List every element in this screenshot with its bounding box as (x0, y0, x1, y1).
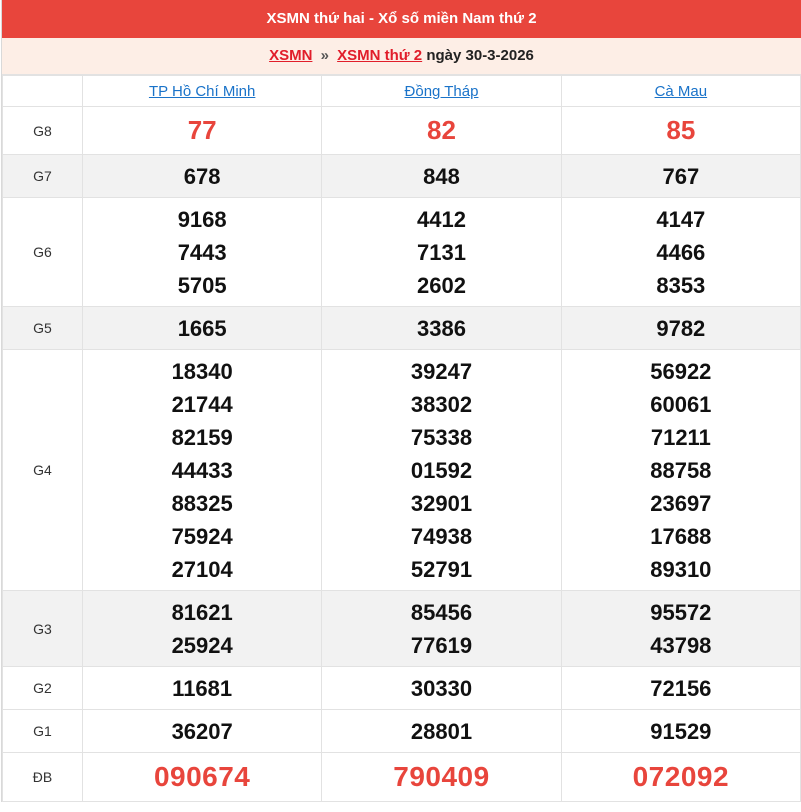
prize-cell (322, 198, 561, 307)
prize-cell (83, 753, 322, 802)
prize-number: 7131 (417, 239, 466, 265)
province-link-0[interactable]: TP Hồ Chí Minh (148, 82, 256, 100)
province-link-1[interactable]: Đồng Tháp (404, 82, 479, 100)
prize-number: 95572 (650, 599, 712, 625)
prize-number: 75338 (410, 424, 473, 450)
prize-label: G3 (3, 591, 83, 667)
province-header-row (3, 76, 801, 107)
page-title: XSMN thứ hai - Xổ số miền Nam thứ 2 (2, 0, 801, 38)
prize-cell (83, 155, 322, 198)
prize-number: 678 (183, 163, 221, 189)
prize-number: 9782 (656, 315, 706, 341)
prize-number: 28801 (410, 718, 473, 744)
prize-number: 75924 (171, 523, 233, 549)
prize-number: 77619 (410, 632, 473, 658)
prize-cell (561, 753, 800, 802)
prize-row-g1 (3, 710, 801, 753)
prize-number: 4412 (417, 206, 466, 232)
prize-cell (561, 307, 800, 350)
prize-cell (322, 350, 561, 591)
prize-row-g7 (3, 155, 801, 198)
prize-label: G7 (3, 155, 83, 198)
prize-number: 5705 (177, 272, 227, 298)
special-prize-number: 072092 (632, 761, 730, 792)
prize-row-g3 (3, 591, 801, 667)
prize-number: 1665 (177, 315, 227, 341)
prize-number: 23697 (650, 490, 712, 516)
province-header (322, 76, 561, 107)
prize-number: 89310 (650, 556, 712, 582)
prize-number: 4147 (656, 206, 706, 232)
prize-label: G6 (3, 198, 83, 307)
prize-cell (83, 107, 322, 155)
prize-cell (561, 667, 800, 710)
prize-cell (561, 710, 800, 753)
prize-label: ĐB (3, 753, 83, 802)
province-header (561, 76, 800, 107)
prize-number: 77 (187, 115, 217, 145)
prize-cell (561, 107, 800, 155)
prize-row-g8 (3, 107, 801, 155)
prize-number: 21744 (171, 391, 233, 417)
prize-number: 71211 (650, 424, 711, 450)
prize-number: 30330 (410, 675, 473, 701)
province-header (83, 76, 322, 107)
prize-cell (322, 155, 561, 198)
prize-cell (561, 591, 800, 667)
prize-number: 72156 (650, 675, 712, 701)
prize-cell (322, 107, 561, 155)
prize-number: 82 (427, 115, 456, 145)
prize-number: 01592 (410, 457, 473, 483)
prize-number: 56922 (650, 358, 712, 384)
prize-cell (83, 350, 322, 591)
prize-label: G4 (3, 350, 83, 591)
prize-number: 38302 (410, 391, 473, 417)
prize-number: 9168 (177, 206, 227, 232)
prize-number: 52791 (410, 556, 473, 582)
prize-row-g2 (3, 667, 801, 710)
prize-number: 91529 (650, 718, 712, 744)
prize-cell (83, 667, 322, 710)
prize-number: 82159 (171, 424, 233, 450)
prize-number: 18340 (171, 358, 233, 384)
prize-row-g5 (3, 307, 801, 350)
prize-label: G1 (3, 710, 83, 753)
prize-cell (561, 155, 800, 198)
prize-number: 4466 (656, 239, 706, 265)
results-panel (1, 0, 801, 802)
prize-number: 88758 (650, 457, 712, 483)
breadcrumb-separator: » (320, 47, 329, 64)
breadcrumb (2, 38, 801, 75)
prize-row-db (3, 753, 801, 802)
prize-label: G5 (3, 307, 83, 350)
prize-label: G2 (3, 667, 83, 710)
prize-number: 88325 (171, 490, 233, 516)
prize-cell (561, 350, 800, 591)
prize-number: 27104 (171, 556, 233, 582)
prize-number: 81621 (171, 599, 233, 625)
prize-number: 43798 (650, 632, 712, 658)
breadcrumb-date: ngày 30-3-2026 (426, 47, 534, 64)
prize-number: 8353 (656, 272, 706, 298)
prize-cell (322, 307, 561, 350)
prize-cell (83, 198, 322, 307)
prize-number: 36207 (171, 718, 233, 744)
prize-cell (83, 710, 322, 753)
prize-number: 85456 (410, 599, 473, 625)
prize-number: 32901 (410, 490, 473, 516)
province-link-2[interactable]: Cà Mau (654, 82, 708, 100)
prize-number: 848 (423, 163, 460, 189)
prize-number: 44433 (171, 457, 233, 483)
breadcrumb-link-xsmn-thu-2[interactable]: XSMN thứ 2 (337, 47, 423, 64)
prize-number: 3386 (417, 315, 466, 341)
prize-cell (561, 198, 800, 307)
prize-number: 7443 (177, 239, 227, 265)
prize-number: 767 (662, 163, 700, 189)
prize-cell (322, 753, 561, 802)
special-prize-number: 790409 (393, 761, 490, 792)
prize-cell (83, 591, 322, 667)
prize-number: 39247 (410, 358, 473, 384)
prize-number: 25924 (171, 632, 233, 658)
prize-number: 11681 (172, 675, 233, 701)
prize-number: 74938 (410, 523, 473, 549)
prize-label: G8 (3, 107, 83, 155)
prize-number: 60061 (650, 391, 712, 417)
prize-cell (322, 667, 561, 710)
special-prize-number: 090674 (153, 761, 251, 792)
prize-cell (83, 307, 322, 350)
corner-cell (3, 76, 83, 107)
prize-cell (322, 591, 561, 667)
prize-row-g4 (3, 350, 801, 591)
prize-number: 17688 (650, 523, 712, 549)
prize-row-g6 (3, 198, 801, 307)
prize-number: 85 (666, 115, 696, 145)
prize-number: 2602 (417, 272, 466, 298)
prize-cell (322, 710, 561, 753)
results-table (2, 75, 801, 802)
breadcrumb-link-xsmn[interactable]: XSMN (269, 47, 313, 64)
